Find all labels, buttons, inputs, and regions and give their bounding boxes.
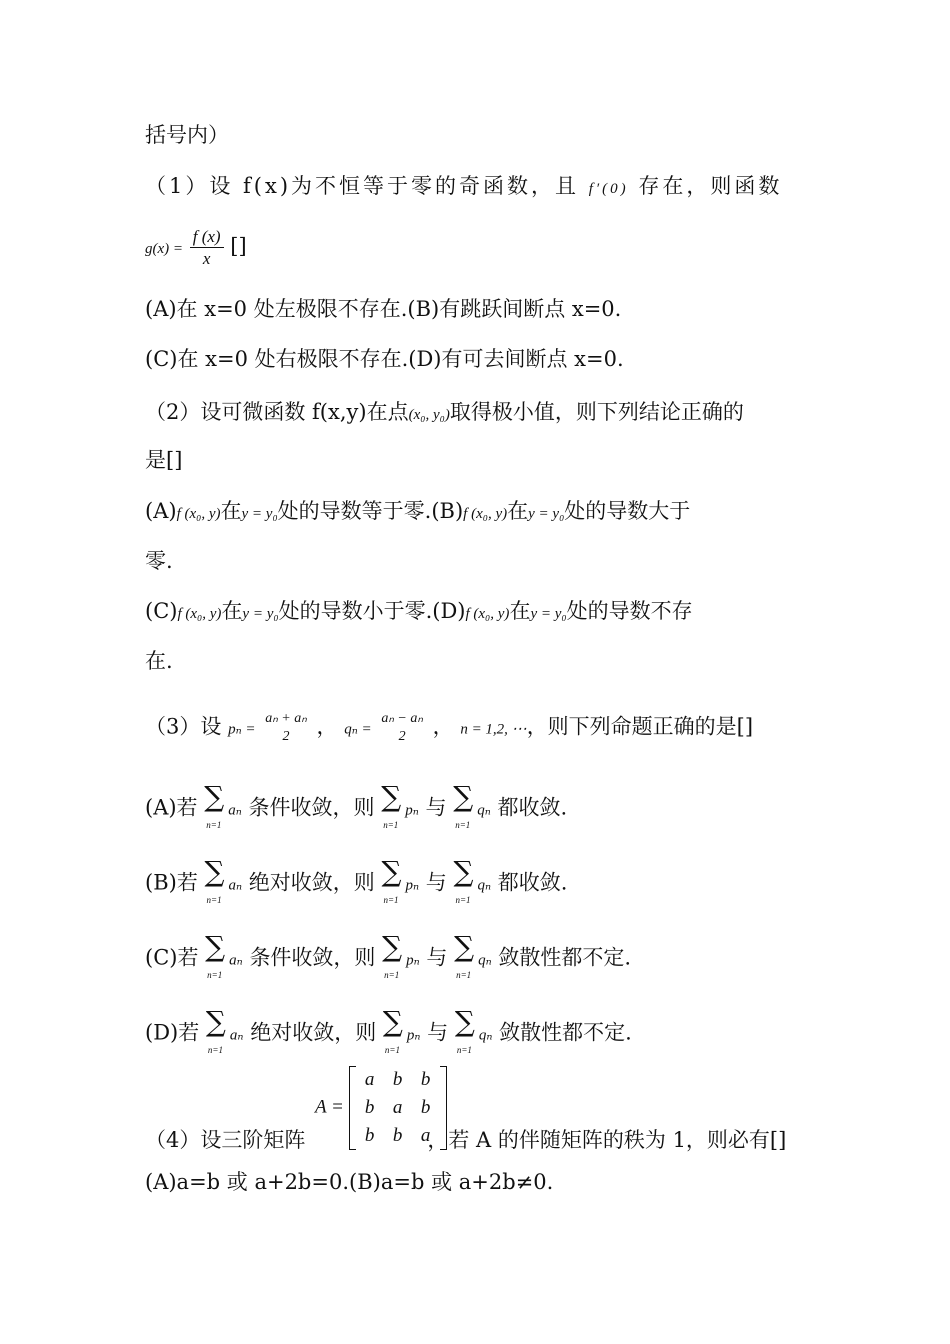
question-3-option-c: (C)若 ∑ n=1 aₙ 条件收敛，则 ∑ n=1 pₙ 与 ∑ n=1 qₙ 敛散性都不定. [145, 930, 632, 980]
text-line: 括号内） [145, 123, 229, 147]
question-1-options-ab: (A)在 x=0 处左极限不存在.(B)有跳跃间断点 x=0. [145, 297, 622, 321]
question-2-options-cd: (C)f (x₀, y)在y = y₀处的导数小于零.(D)f (x₀, y)在y = y₀处的导数不存 [145, 599, 693, 623]
question-2-options-ab: (A)f (x₀, y)在y = y₀处的导数等于零.(B)f (x₀, y)在y = y₀处的导数大于 [145, 499, 691, 523]
question-2-stem: （2）设可微函数 f(x,y)在点(x₀, y₀)取得极小值，则下列结论正确的 [145, 400, 744, 424]
question-1-options-cd: (C)在 x=0 处右极限不存在.(D)有可去间断点 x=0. [145, 347, 624, 371]
matrix-a: A = a b b b a b b b a [315, 1066, 447, 1150]
question-4-options: (A)a=b 或 a+2b=0.(B)a=b 或 a+2b≠0. [145, 1170, 554, 1194]
question-2-options-ab-cont: 零. [145, 549, 173, 573]
question-1-function: g(x) = $\frac{f (x)}{x}$ [] [145, 227, 247, 268]
question-1-stem: （1）设 f(x)为不恒等于零的奇函数，且 f′(0) 存在，则函数 [145, 174, 783, 198]
question-2-stem-cont: 是[] [145, 448, 183, 472]
question-4-stem: （4）设三阶矩阵 ，若 A 的伴随矩阵的秩为 1，则必有[] [145, 1128, 787, 1152]
question-2-options-cd-cont: 在. [145, 649, 173, 673]
question-3-option-b: (B)若 ∑ n=1 aₙ 绝对收敛，则 ∑ n=1 pₙ 与 ∑ n=1 qₙ 都收敛. [145, 855, 568, 905]
question-3-option-a: (A)若 ∑ n=1 aₙ 条件收敛，则 ∑ n=1 pₙ 与 ∑ n=1 qₙ 都收敛. [145, 780, 568, 830]
question-3-stem: （3）设 pₙ = aₙ + aₙ 2 ， qₙ = aₙ − aₙ 2 ， n = 1,2, ⋯，则下列命题正确的是[] [145, 711, 754, 744]
question-3-option-d: (D)若 ∑ n=1 aₙ 绝对收敛，则 ∑ n=1 pₙ 与 ∑ n=1 qₙ 敛散性都不定. [145, 1005, 632, 1055]
